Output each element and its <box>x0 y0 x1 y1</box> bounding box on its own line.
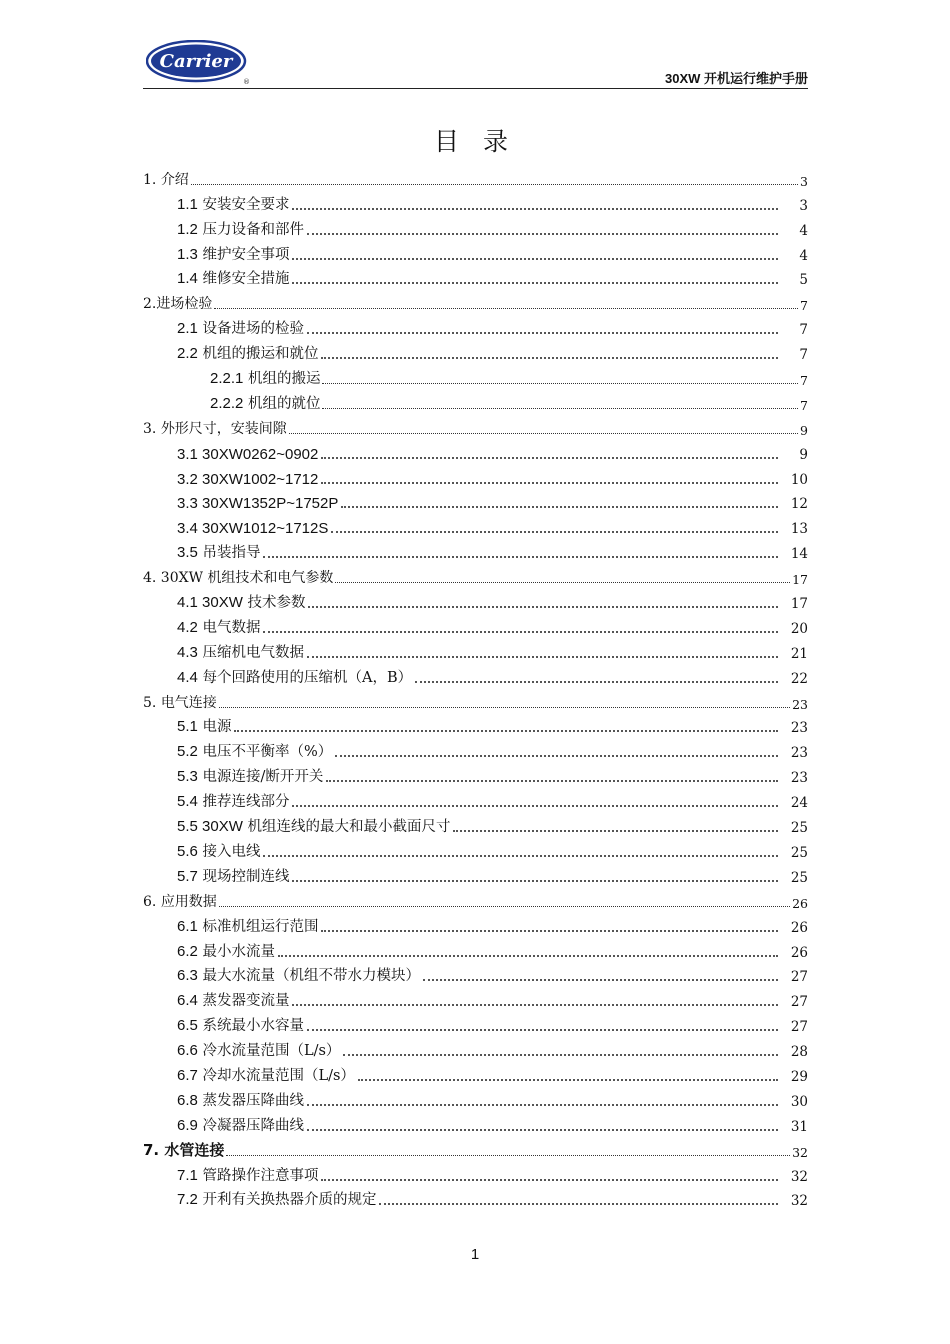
dot-leader <box>379 1203 778 1205</box>
toc-entry-label <box>177 520 328 537</box>
toc-entry-text: 蒸发器压降曲线 <box>197 1092 304 1109</box>
toc-entry[interactable] <box>143 914 808 939</box>
toc-entry-label <box>177 267 289 288</box>
toc-entry-text: 吊装指导 <box>197 545 261 562</box>
toc-entry-number: 3.4 30XW1012~1712S <box>177 520 329 538</box>
toc-entry[interactable] <box>143 889 808 914</box>
toc-entry-number: 1.1 <box>177 195 198 213</box>
dot-leader <box>335 582 790 583</box>
toc-entry[interactable] <box>143 441 808 466</box>
toc-entry-text: 压力设备和部件 <box>197 221 304 238</box>
toc-entry-page: 23 <box>792 696 808 712</box>
toc-entry-text: 应用数据 <box>160 893 217 910</box>
toc-entry-page: 28 <box>790 1044 808 1061</box>
dot-leader <box>423 979 778 981</box>
toc-entry-label <box>177 471 318 488</box>
toc-entry-page: 7 <box>800 298 808 314</box>
toc-entry-page: 22 <box>790 670 808 687</box>
toc-entry[interactable] <box>143 814 808 839</box>
toc-entry-number: 1.3 <box>177 245 198 263</box>
toc-entry-number: 5.6 <box>177 842 198 860</box>
toc-entry-text: 现场控制连线 <box>197 868 290 885</box>
toc-entry-label <box>143 567 333 587</box>
toc-entry-text: 电压不平衡率（%） <box>197 744 333 761</box>
toc-entry-number: 2.1 <box>177 320 198 338</box>
toc-entry-number: 3.1 30XW0262~0902 <box>177 445 319 463</box>
dot-leader <box>307 332 778 334</box>
toc-entry-page: 27 <box>790 994 808 1011</box>
toc-entry-page: 26 <box>790 919 808 936</box>
toc-entry-text: 机组技术和电气参数 <box>207 570 334 587</box>
toc-entry-text: 进场检验 <box>156 296 213 313</box>
dot-leader <box>321 357 778 359</box>
toc-entry-page: 10 <box>790 471 808 488</box>
toc-entry-label <box>143 418 287 438</box>
dot-leader <box>326 780 778 782</box>
dot-leader <box>278 955 778 957</box>
toc-entry[interactable] <box>143 590 808 615</box>
dot-leader <box>219 906 790 907</box>
toc-entry-label <box>177 715 231 736</box>
toc-entry-label <box>177 495 338 512</box>
toc-entry-label <box>177 865 289 886</box>
toc-entry[interactable] <box>143 839 808 864</box>
toc-entry-page: 3 <box>800 173 808 189</box>
toc-entry-text: 电气连接 <box>160 694 217 711</box>
dot-leader <box>263 631 778 633</box>
toc-entry-number: 1.2 <box>177 220 198 238</box>
toc-entry-number: 4.4 <box>177 668 198 686</box>
toc-entry-page: 25 <box>790 820 808 837</box>
toc-entry-page: 14 <box>790 546 808 563</box>
toc-entry-label <box>177 740 332 761</box>
toc-entry[interactable] <box>143 1138 808 1163</box>
toc-entry-text: 管路操作注意事项 <box>197 1167 319 1184</box>
toc-entry-number: 2. <box>143 296 157 313</box>
dot-leader <box>214 308 798 309</box>
toc-entry[interactable] <box>143 267 808 292</box>
toc-entry[interactable] <box>143 715 808 740</box>
toc-entry-page: 32 <box>790 1168 808 1185</box>
toc-entry-page: 25 <box>790 844 808 861</box>
toc-entry-number: 1. <box>143 171 161 188</box>
toc-entry-page: 26 <box>792 895 808 911</box>
dot-leader <box>358 1079 778 1081</box>
toc-entry[interactable] <box>143 391 808 416</box>
toc-entry-label <box>177 915 318 936</box>
toc-entry[interactable] <box>143 690 808 715</box>
toc-entry-label <box>177 840 260 861</box>
toc-entry[interactable] <box>143 192 808 217</box>
dot-leader <box>263 556 778 558</box>
toc-entry-text: 外形尺寸，安装间隙 <box>160 420 287 437</box>
toc-entry-label <box>177 591 305 612</box>
toc-entry-number: 2.2.1 <box>210 370 244 388</box>
toc-entry-page: 23 <box>790 720 808 737</box>
dot-leader <box>321 1179 778 1181</box>
toc-entry-text: 机组连线的最大和最小截面尺寸 <box>242 819 451 836</box>
toc-entry[interactable] <box>143 341 808 366</box>
toc-entry-label <box>143 891 217 911</box>
toc-entry-label <box>177 1188 376 1209</box>
header-divider <box>143 88 808 89</box>
toc-entry-page: 32 <box>792 1144 808 1160</box>
dot-leader <box>307 1029 778 1031</box>
table-of-contents <box>143 167 808 1212</box>
toc-entry[interactable] <box>143 491 808 516</box>
toc-entry[interactable] <box>143 864 808 889</box>
logo-text: Carrier <box>159 51 233 72</box>
dot-leader <box>234 730 778 732</box>
dot-leader <box>322 383 798 384</box>
toc-entry-number: 4.3 <box>177 643 198 661</box>
page-number: 1 <box>470 1246 480 1263</box>
dot-leader <box>226 1155 790 1156</box>
toc-entry-label <box>177 541 260 562</box>
toc-entry-number: 6.1 <box>177 917 198 935</box>
dot-leader <box>292 208 778 210</box>
document-title: 30XW 开机运行维护手册 <box>664 71 808 86</box>
toc-entry-page: 23 <box>790 770 808 787</box>
toc-entry-page: 31 <box>790 1118 808 1135</box>
toc-entry-text: 压缩机电气数据 <box>197 644 304 661</box>
toc-entry-text: 冷凝器压降曲线 <box>197 1117 304 1134</box>
toc-entry-page: 12 <box>790 496 808 513</box>
toc-entry[interactable] <box>143 1188 808 1213</box>
toc-entry-page: 17 <box>790 596 808 613</box>
toc-entry-label <box>177 218 304 239</box>
toc-entry-label <box>177 1114 304 1135</box>
toc-entry-page: 30 <box>790 1093 808 1110</box>
toc-entry-page: 7 <box>799 347 808 364</box>
toc-entry-text: 冷却水流量范围（L/s） <box>197 1067 355 1084</box>
toc-entry-text: 维修安全措施 <box>197 271 290 288</box>
toc-entry-number: 7. <box>143 1140 165 1159</box>
toc-entry[interactable] <box>143 789 808 814</box>
toc-entry-label <box>177 317 304 338</box>
toc-entry-text: 蒸发器变流量 <box>197 993 290 1010</box>
toc-entry[interactable] <box>143 242 808 267</box>
toc-entry[interactable] <box>143 167 808 192</box>
toc-entry-number: 6.2 <box>177 942 198 960</box>
toc-entry-number: 7.2 <box>177 1191 198 1209</box>
toc-entry-page: 7 <box>800 373 808 389</box>
toc-entry-number: 4.2 <box>177 618 198 636</box>
toc-entry-text: 冷水流量范围（L/s） <box>197 1043 341 1060</box>
dot-leader <box>307 656 778 658</box>
toc-entry-label <box>177 446 318 463</box>
toc-entry[interactable] <box>143 217 808 242</box>
toc-entry-number: 5.1 <box>177 718 198 736</box>
toc-entry[interactable] <box>143 515 808 540</box>
toc-entry-text: 电源 <box>197 719 232 736</box>
toc-entry-label <box>143 1139 224 1160</box>
dot-leader <box>307 233 778 235</box>
toc-entry-page: 17 <box>792 572 808 588</box>
toc-entry-number: 4. 30XW <box>143 570 208 587</box>
toc-entry-number: 1.4 <box>177 270 198 288</box>
toc-entry-number: 5.5 30XW <box>177 818 243 836</box>
toc-entry[interactable] <box>143 615 808 640</box>
toc-entry-label <box>143 169 189 189</box>
toc-entry-label <box>177 1039 340 1060</box>
dot-leader <box>292 880 778 882</box>
toc-entry[interactable] <box>143 665 808 690</box>
toc-entry[interactable] <box>143 366 808 391</box>
toc-entry-label <box>177 193 289 214</box>
toc-entry-page: 26 <box>790 944 808 961</box>
toc-entry-label <box>177 1089 304 1110</box>
toc-entry-label <box>177 342 318 363</box>
toc-entry-label <box>210 392 320 413</box>
toc-entry[interactable] <box>143 988 808 1013</box>
toc-entry-number: 2.2.2 <box>210 394 244 412</box>
toc-entry[interactable] <box>143 964 808 989</box>
toc-entry[interactable] <box>143 1063 808 1088</box>
toc-entry-page: 9 <box>800 422 808 438</box>
toc-entry-number: 5. <box>143 694 161 711</box>
toc-entry-page: 25 <box>790 869 808 886</box>
dot-leader <box>341 506 778 508</box>
toc-entry-page: 7 <box>799 322 808 339</box>
toc-entry-text: 技术参数 <box>242 595 306 612</box>
dot-leader <box>322 408 798 409</box>
toc-entry-text: 系统最小水容量 <box>197 1018 304 1035</box>
toc-entry-number: 6.3 <box>177 967 198 985</box>
toc-entry[interactable] <box>143 640 808 665</box>
toc-entry[interactable] <box>143 1013 808 1038</box>
toc-entry[interactable] <box>143 764 808 789</box>
toc-entry[interactable] <box>143 466 808 491</box>
toc-entry-number: 3.2 30XW1002~1712 <box>177 470 319 488</box>
toc-entry-text: 开利有关换热器介质的规定 <box>197 1192 377 1209</box>
toc-entry[interactable] <box>143 416 808 441</box>
toc-entry-text: 机组的搬运 <box>243 371 321 388</box>
toc-entry-number: 6.5 <box>177 1017 198 1035</box>
dot-leader <box>335 755 778 757</box>
dot-leader <box>292 258 778 260</box>
toc-entry-text: 设备进场的检验 <box>197 321 304 338</box>
toc-entry-number: 6.7 <box>177 1066 198 1084</box>
toc-entry-label <box>177 1014 304 1035</box>
toc-entry-number: 5.4 <box>177 793 198 811</box>
toc-entry-text: 维护安全事项 <box>197 246 290 263</box>
toc-entry[interactable] <box>143 1113 808 1138</box>
toc-entry-page: 24 <box>790 795 808 812</box>
toc-entry-text: 电气数据 <box>197 619 261 636</box>
toc-entry-page: 21 <box>790 645 808 662</box>
toc-entry-page: 3 <box>799 197 808 214</box>
toc-entry-text: 电源连接/断开开关 <box>197 769 324 786</box>
toc-entry-text: 机组的搬运和就位 <box>197 346 319 363</box>
dot-leader <box>292 1004 778 1006</box>
svg-text:®: ® <box>243 78 250 86</box>
toc-entry-page: 7 <box>800 397 808 413</box>
toc-entry-page: 9 <box>799 446 808 463</box>
toc-entry-text: 每个回路使用的压缩机（A，B） <box>197 669 413 686</box>
toc-entry-page: 27 <box>790 1019 808 1036</box>
toc-entry-label <box>143 692 217 712</box>
toc-entry-text: 最大水流量（机组不带水力模块） <box>197 968 420 985</box>
dot-leader <box>321 930 778 932</box>
toc-entry-label <box>177 989 289 1010</box>
toc-entry-number: 5.3 <box>177 768 198 786</box>
toc-entry-text: 安装安全要求 <box>197 196 290 213</box>
toc-entry-label <box>143 293 212 313</box>
toc-entry-number: 2.2 <box>177 345 198 363</box>
toc-entry[interactable] <box>143 939 808 964</box>
toc-entry-page: 4 <box>799 222 808 239</box>
toc-entry-label <box>177 641 304 662</box>
dot-leader <box>343 1054 778 1056</box>
dot-leader <box>415 681 778 683</box>
toc-entry-text: 介绍 <box>160 171 189 188</box>
toc-entry[interactable] <box>143 1163 808 1188</box>
toc-entry-page: 27 <box>790 969 808 986</box>
toc-entry-label <box>177 815 450 836</box>
dot-leader <box>292 805 778 807</box>
toc-heading: 目 录 <box>434 127 516 156</box>
toc-entry-number: 6.4 <box>177 992 198 1010</box>
toc-entry-text: 推荐连线部分 <box>197 794 290 811</box>
toc-entry[interactable] <box>143 316 808 341</box>
toc-entry-page: 13 <box>790 521 808 538</box>
toc-entry-number: 5.2 <box>177 743 198 761</box>
toc-entry[interactable] <box>143 1088 808 1113</box>
toc-entry-label <box>177 964 420 985</box>
toc-entry[interactable] <box>143 739 808 764</box>
toc-entry-number: 5.7 <box>177 867 198 885</box>
toc-entry-number: 4.1 30XW <box>177 594 243 612</box>
toc-entry-number: 6.9 <box>177 1116 198 1134</box>
dot-leader <box>321 482 778 484</box>
toc-entry-label <box>177 1164 318 1185</box>
dot-leader <box>263 855 778 857</box>
toc-entry-text: 接入电线 <box>197 843 261 860</box>
dot-leader <box>453 830 778 832</box>
toc-entry[interactable] <box>143 1038 808 1063</box>
dot-leader <box>321 457 778 459</box>
toc-entry-number: 7.1 <box>177 1166 198 1184</box>
toc-entry-text: 机组的就位 <box>243 395 321 412</box>
toc-entry[interactable] <box>143 540 808 565</box>
dot-leader <box>308 606 778 608</box>
dot-leader <box>219 707 790 708</box>
toc-entry-label <box>177 666 412 687</box>
dot-leader <box>191 184 798 185</box>
toc-entry-label <box>177 1064 355 1085</box>
toc-entry-page: 29 <box>790 1068 808 1085</box>
dot-leader <box>331 531 778 533</box>
toc-entry-text: 标准机组运行范围 <box>197 918 319 935</box>
toc-entry-label <box>210 367 320 388</box>
toc-entry-label <box>177 243 289 264</box>
dot-leader <box>292 282 778 284</box>
dot-leader <box>307 1104 778 1106</box>
toc-entry[interactable] <box>143 565 808 590</box>
toc-entry-number: 6. <box>143 893 161 910</box>
toc-entry-label <box>177 940 275 961</box>
toc-entry[interactable] <box>143 291 808 316</box>
toc-entry-page: 4 <box>799 247 808 264</box>
dot-leader <box>289 433 798 434</box>
toc-entry-page: 23 <box>790 745 808 762</box>
toc-entry-label <box>177 616 260 637</box>
toc-entry-number: 6.8 <box>177 1091 198 1109</box>
toc-entry-text: 最小水流量 <box>197 943 275 960</box>
carrier-logo <box>146 40 250 86</box>
toc-entry-number: 3.5 <box>177 544 198 562</box>
toc-entry-number: 3.3 30XW1352P~1752P <box>177 495 339 513</box>
toc-entry-page: 5 <box>799 272 808 289</box>
toc-entry-label <box>177 790 289 811</box>
toc-entry-number: 6.6 <box>177 1042 198 1060</box>
toc-entry-text: 水管连接 <box>164 1140 225 1159</box>
dot-leader <box>307 1129 778 1131</box>
toc-entry-page: 20 <box>790 620 808 637</box>
toc-entry-number: 3. <box>143 420 161 437</box>
toc-entry-page: 32 <box>790 1193 808 1210</box>
toc-entry-label <box>177 765 323 786</box>
